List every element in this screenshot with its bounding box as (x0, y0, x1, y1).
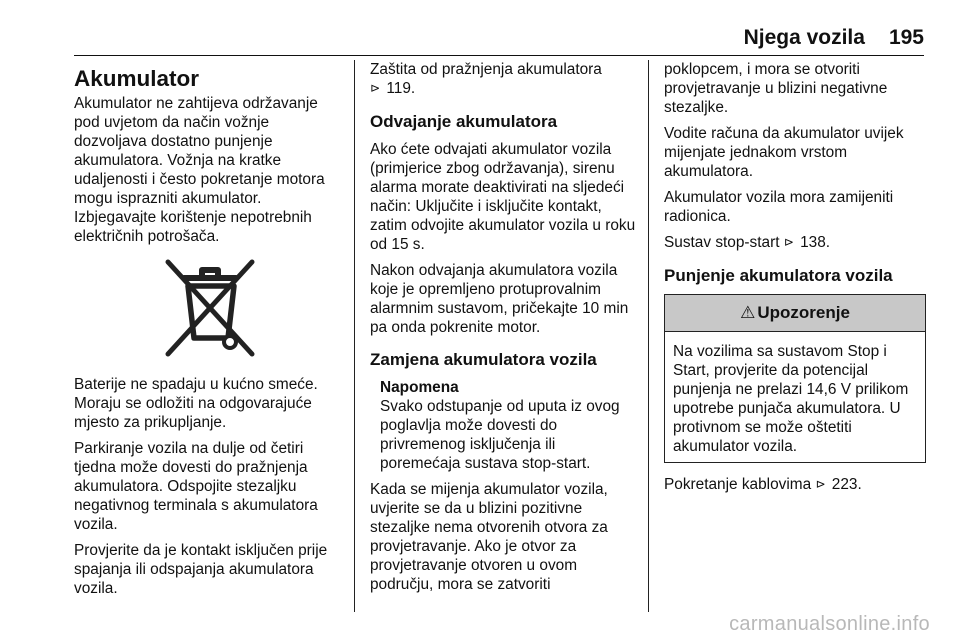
paragraph: Ako ćete odvajati akumulator vozila (primjerice zbog održavanja), sirenu alarma morate deaktivirati na sljedeći način: Uključite i isključite kontakt, zatim odvojite akumulator vozila u roku od 15 s. (370, 141, 636, 253)
paragraph: Pokretanje kablovima ⊳ 223. (664, 476, 862, 493)
page-reference-arrow-icon: ⊳ (815, 477, 826, 491)
paragraph: Izbjegavajte korištenje nepotrebnih električnih potrošača. (74, 209, 312, 245)
page-reference[interactable]: 138. (800, 234, 831, 251)
section-title-battery: Akumulator (74, 66, 200, 91)
watermark: carmanualsonline.info (729, 613, 930, 635)
paragraph: Akumulator vozila mora zamijeniti radionica. (664, 189, 894, 225)
warning-triangle-icon: ⚠ (740, 303, 756, 322)
page-header (744, 26, 924, 50)
paragraph: Baterije ne spadaju u kućno smeće. Moraju se odložiti na odgovarajuće mjesto za prikupljanje. (74, 376, 318, 431)
warning-header (665, 295, 925, 332)
heading-replace: Zamjena akumulatora vozila (370, 350, 597, 369)
paragraph: Provjerite da je kontakt isključen prije spajanja ili odspajanja akumulatora vozila. (74, 542, 328, 597)
crossed-out-wheeled-bin-icon (74, 256, 346, 365)
warning-text: Na vozilima sa sustavom Stop i Start, provjerite da potencijal punjenja ne prelazi 14,6 V prilikom upotrebe punjača akumulatora. U protivnom se može oštetiti akumulator vozila. (673, 343, 909, 455)
column-divider-2 (648, 60, 649, 612)
paragraph: Vodite računa da akumulator uvijek mijenjate jednakom vrstom akumulatora. (664, 125, 904, 180)
note-text: Svako odstupanje od uputa iz ovog poglavlja može dovesti do privremenog isključenja ili poremećaja sustava stop-start. (380, 398, 620, 472)
paragraph: Akumulator ne zahtijeva održavanje pod uvjetom da način vožnje dozvoljava dostatno punjenje akumulatora. Vožnja na kratke udaljenosti i često pokretanje motora mogu isprazniti akumulator. (74, 95, 325, 207)
note-title: Napomena (380, 379, 459, 396)
warning-body (665, 332, 925, 462)
chapter-title: Njega vozila (743, 26, 865, 49)
warning-box (664, 294, 926, 463)
warning-title: Upozorenje (757, 303, 850, 322)
column-2 (370, 60, 640, 601)
page-reference[interactable]: 223. (831, 476, 862, 493)
page-number: 195 (888, 26, 924, 49)
column-3 (664, 60, 926, 502)
paragraph: Parkiranje vozila na dulje od četiri tjedna može dovesti do pražnjenja akumulatora. Odspojite stezaljku negativnog terminala s akumulatora vozila. (74, 440, 318, 533)
page-reference-arrow-icon: ⊳ (783, 235, 794, 249)
heading-charge: Punjenje akumulatora vozila (664, 266, 893, 285)
column-1 (74, 60, 346, 605)
paragraph: Sustav stop-start ⊳ 138. (664, 234, 831, 251)
paragraph: Zaštita od pražnjenja akumulatora ⊳ 119. (370, 61, 602, 97)
heading-disconnect: Odvajanje akumulatora (370, 112, 558, 131)
paragraph: poklopcem, i mora se otvoriti provjetravanje u blizini negativne stezaljke. (664, 61, 888, 116)
page-reference-arrow-icon: ⊳ (370, 81, 381, 95)
header-rule (74, 55, 924, 56)
page-reference[interactable]: 119. (386, 80, 416, 97)
paragraph: Kada se mijenja akumulator vozila, uvjerite se da u blizini pozitivne stezaljke nema otvorenih otvora za provjetravanje. Ako je otvor za provjetravanje otvoren u ovom području, mora se zatvoriti (370, 481, 608, 593)
note-block (380, 378, 640, 473)
column-divider-1 (354, 60, 355, 612)
paragraph: Nakon odvajanja akumulatora vozila koje je opremljeno protuprovalnim alarmnim sustavom, pričekajte 10 min pa onda pokrenite motor. (370, 262, 629, 336)
